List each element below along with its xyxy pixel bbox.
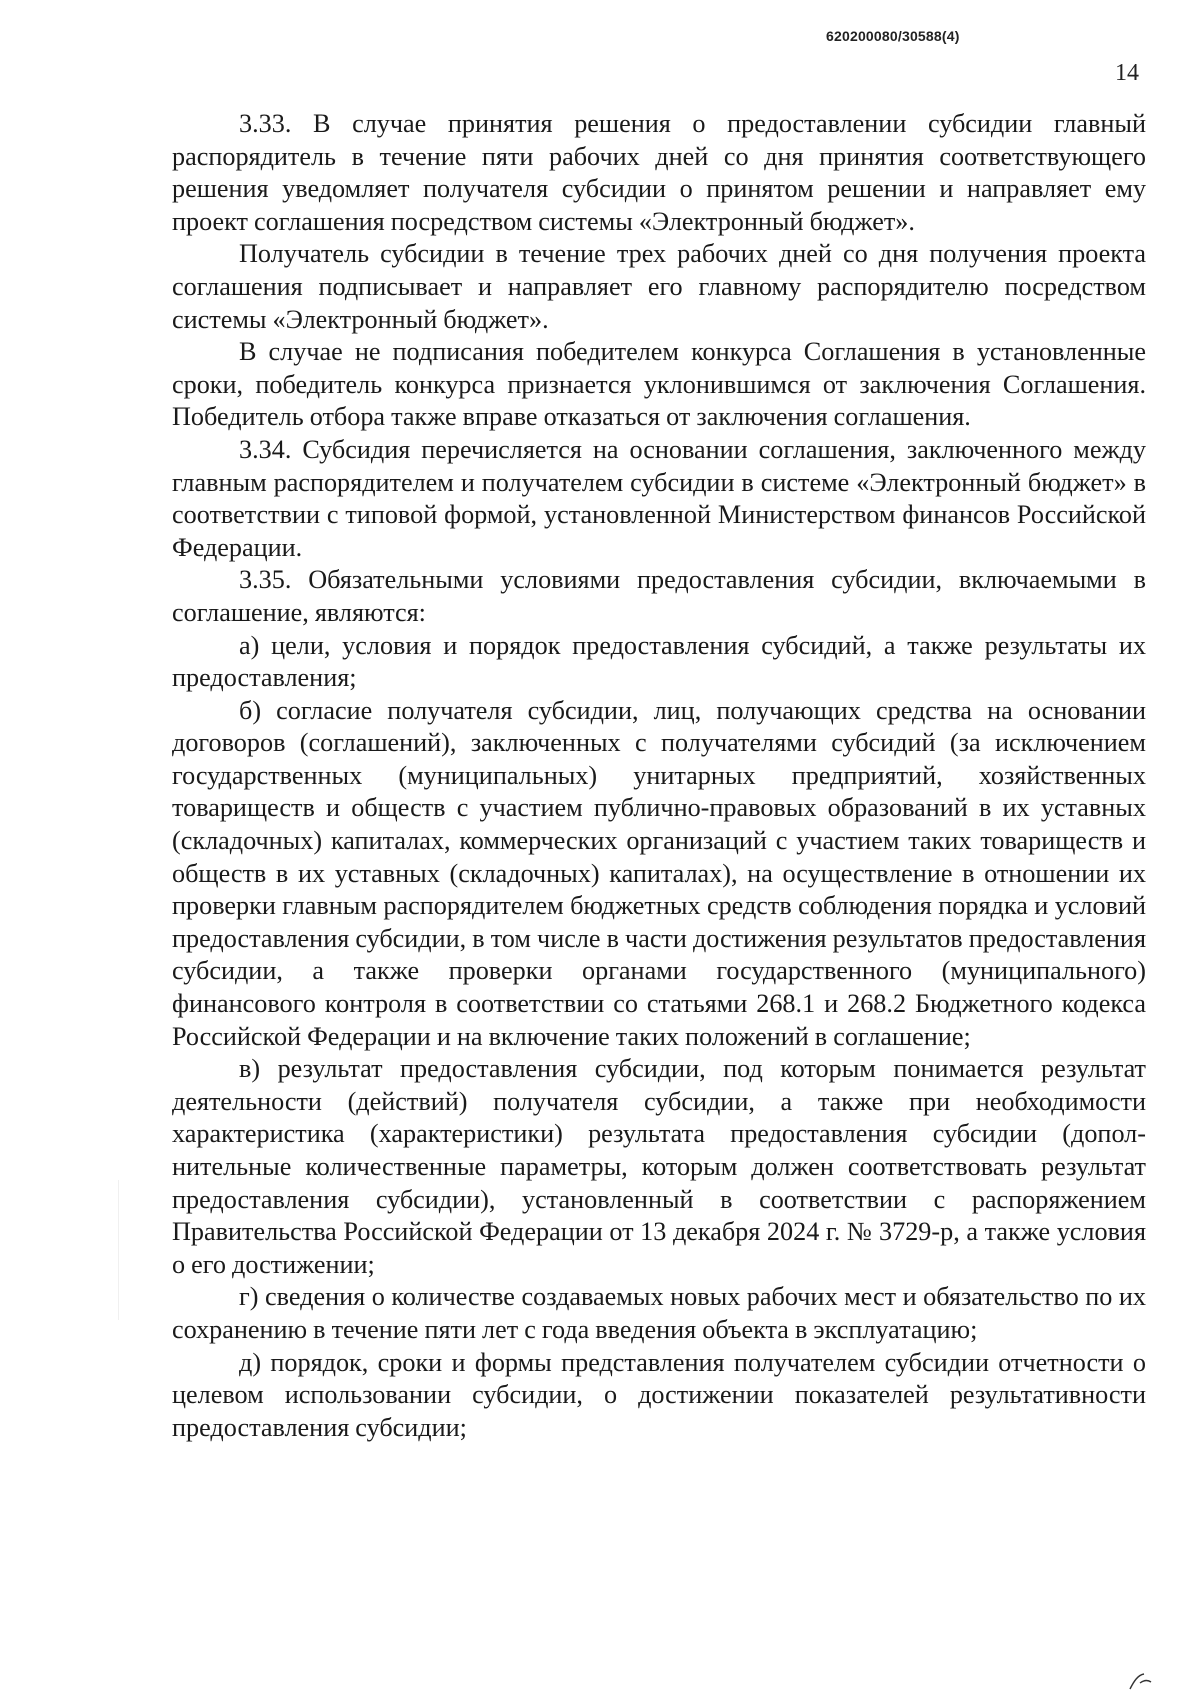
page-number: 14 xyxy=(1115,60,1139,86)
paragraph-winner-refusal: В случае не подписания победителем конкурса Соглашения в установленные сроки, победитель конкурса признается уклонившимся от заключения Соглашения. Победитель отбора также вправе отказаться от заключения соглашения. xyxy=(172,337,1146,432)
list-item-a: а) цели, условия и порядок предоставления субсидий, а также результаты их предоставления; xyxy=(172,630,1146,693)
document-body xyxy=(172,108,1146,1444)
paragraph-3-33: 3.33. В случае принятия решения о предоставлении субсидии главный распорядитель в течение пяти рабочих дней со дня принятия соответствующего решения уведомляет получателя субсидии о принятом решении и направляет ему проект соглашения посредством системы «Электронный бюджет». xyxy=(172,109,1146,236)
list-item-v: в) результат предоставления субсидии, под которым понимается результат деятельности (действий) получателя субсидии, а также при необходимости характеристика (характеристики) результата предоставления субсидии (дополнительные количественные параметры, которым должен соответствовать результат предоставления субсидии), установленный в соответствии с распоряжением Правительства Российской Федерации от 13 декабря 2024 г. № 3729-р, а также условия о его достижении; xyxy=(172,1054,1146,1279)
list-item-g: г) сведения о количестве создаваемых новых рабочих мест и обязательство по их сохранению в течение пяти лет с года введения объекта в эксплуатацию; xyxy=(172,1282,1146,1344)
document-id: 620200080/30588(4) xyxy=(826,28,960,44)
scan-artifact xyxy=(118,1180,119,1320)
list-item-b: б) согласие получателя субсидии, лиц, получающих средства на основании договоров (соглашений), заключенных с получателями субсидий (за исключением государственных (муниципальных) унитарных предприятий, хозяйственных товариществ и обществ с участием публично-правовых образований в их уставных (складочных) капиталах, коммерческих организаций с участием таких товариществ и обществ в их уставных (складочных) капиталах), на осуществление в отношении их проверки главным распорядителем бюджетных средств соблюдения порядка и условий предоставления субсидии, в том числе в части достижения результатов предоставления субсидии, а также проверки органами государственного (муниципального) финансового контроля в соответствии со статьями 268.1 и 268.2 Бюджетного кодекса Российской Федерации и на включение таких положений в соглашение; xyxy=(172,695,1146,1051)
handwritten-mark-icon xyxy=(1126,1671,1154,1691)
list-item-d: д) порядок, сроки и формы представления получателем субсидии отчетности о целевом использовании субсидии, о достижении показателей результативности предоставления субсидии; xyxy=(172,1347,1146,1442)
paragraph-recipient-signing: Получатель субсидии в течение трех рабочих дней со дня получения проекта соглашения подписывает и направляет его главному распорядителю посредством системы «Электронный бюджет». xyxy=(172,239,1146,334)
paragraph-3-34: 3.34. Субсидия перечисляется на основании соглашения, заключенного между главным распорядителем и получателем субсидии в системе «Электронный бюджет» в соответствии с типовой формой, установленной Министерством финансов Российской Федерации. xyxy=(172,434,1146,562)
paragraph-3-35: 3.35. Обязательными условиями предоставления субсидии, включаемыми в соглашение, являются: xyxy=(172,565,1146,627)
